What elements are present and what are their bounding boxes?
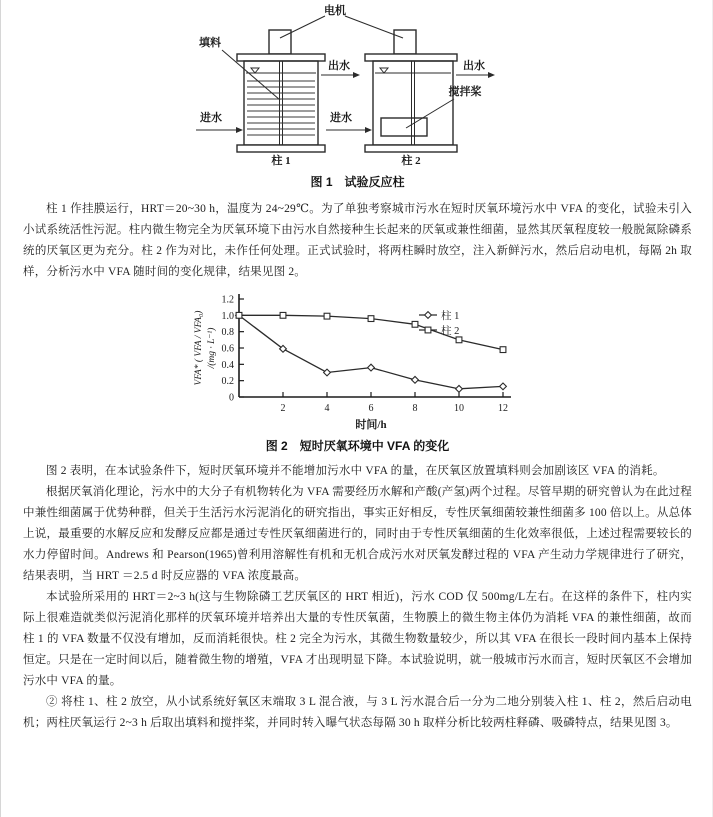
- svg-text:VFA* ( VFA / VFA₀): VFA* ( VFA / VFA₀): [194, 310, 204, 386]
- outflow1-label: 出水: [327, 60, 350, 72]
- reactor-diagram: [168, 2, 548, 168]
- column1-packing-lines: [247, 81, 315, 135]
- svg-text:时间/h: 时间/h: [355, 419, 387, 431]
- column1-label: 柱 1: [270, 155, 291, 167]
- column1-motor-box: [269, 30, 291, 54]
- column1-base: [237, 145, 325, 152]
- svg-text:8: 8: [412, 403, 418, 414]
- column2-motor-box: [394, 30, 416, 54]
- svg-text:1.0: 1.0: [221, 310, 234, 322]
- column-1: [237, 30, 325, 167]
- column2-label: 柱 2: [400, 155, 421, 167]
- figure2: [23, 287, 692, 455]
- outflow2-label: 出水: [462, 60, 485, 72]
- paragraph-3: 根据厌氧消化理论，污水中的大分子有机物转化为 VFA 需要经历水解和产酸(产氢)两个过程。尽管早期的研究曾认为在此过程中兼性细菌属于优势种群，但关于生活污水污泥消化的研究指出，事实正好相反，专性厌氧细菌较兼性细菌多 100 倍以上。从总体上说，最重要的水解反应和发酵反应都是通过专性厌氧细菌进行的，同时由于专性厌氧细菌的生化效率很低，上述过程需要较长的水力停留时间。Andrews 和 Pearson(1965)曾利用溶解性有机和无机合成污水对厌氧发酵过程的 VFA 产生动力学规律进行了研究，结果表明，当 HRT ＝2.5 d 时反应器的 VFA 浓度最高。: [23, 486, 692, 582]
- column2-paddle: [381, 118, 427, 136]
- outflow1-arrowhead-icon: [353, 72, 360, 78]
- svg-text:/(mg · L⁻¹): /(mg · L⁻¹): [207, 327, 217, 369]
- column1-water-mark-icon: [251, 68, 259, 73]
- motor-leader-left: [280, 16, 325, 38]
- column1-lid: [237, 54, 325, 61]
- paragraph-5: ② 将柱 1、柱 2 放空，从小试系统好氧区末端取 3 L 混合液，与 3 L 污水混合后一分为二地分别装入柱 1、柱 2，然后启动电机；两柱厌氧运行 2~3 h 后取出填料和搅拌桨，并同时转入曝气状态每隔 30 h 取样分析比较两柱释磷、吸磷特点，结果见图 3。: [23, 696, 692, 729]
- column2-body: [373, 61, 453, 145]
- figure1-caption: 图 1 试验反应柱: [310, 175, 405, 189]
- svg-text:4: 4: [324, 403, 330, 414]
- outflow2-arrowhead-icon: [488, 72, 495, 78]
- svg-text:0: 0: [229, 392, 234, 404]
- inflow1-arrowhead-icon: [236, 127, 243, 133]
- paragraph-2: 图 2 表明，在本试验条件下，短时厌氧环境并不能增加污水中 VFA 的量，在厌氧区放置填料则会加剧该区 VFA 的消耗。: [46, 465, 665, 477]
- paddle-label: 搅拌桨: [448, 86, 481, 98]
- inflow2-label: 进水: [329, 112, 352, 124]
- figure1: [168, 2, 548, 191]
- svg-text:1.2: 1.2: [221, 294, 234, 306]
- svg-text:柱 2: 柱 2: [441, 325, 460, 337]
- motor-label: 电机: [323, 5, 346, 17]
- paddle-leader: [406, 99, 454, 128]
- figure2-caption: 图 2 短时厌氧环境中 VFA 的变化: [265, 439, 450, 453]
- column2-lid: [365, 54, 457, 61]
- svg-text:0.2: 0.2: [221, 376, 234, 388]
- svg-text:0.8: 0.8: [221, 327, 234, 339]
- column-2: [365, 30, 457, 167]
- packing-label: 填料: [198, 37, 221, 49]
- svg-text:柱 1: 柱 1: [441, 310, 460, 322]
- svg-text:2: 2: [280, 403, 286, 414]
- svg-text:10: 10: [454, 403, 464, 414]
- inflow2-arrowhead-icon: [365, 127, 372, 133]
- paragraph-4: 本试验所采用的 HRT＝2~3 h(这与生物除磷工艺厌氧区的 HRT 相近)，污水 COD 仅 500mg/L左右。在这样的条件下，柱内实际上很难造就类似污泥消化那样的厌氧环境并培养出大量的专性厌氧菌，生物膜上的微生物主体仍为消耗 VFA 的兼性细菌，故而柱 1 的 VFA 数量不仅没有增加，反而消耗很快。柱 2 完全为污水，其微生物数量较少，所以其 VFA 在很长一段时间内基本上保持恒定。只是在一定时间以后，随着微生物的增殖，VFA 才出现明显下降。本试验说明，就一般城市污水而言，短时厌氧区不会增加污水中 VFA 的量。: [23, 591, 692, 687]
- column2-water-mark-icon: [380, 68, 388, 73]
- paragraph-1: 柱 1 作挂膜运行，HRT＝20~30 h，温度为 24~29℃。为了单独考察城市污水在短时厌氧环境污水中 VFA 的变化，试验未引入小试系统活性污泥。柱内微生物完全为厌氧环境下由污水自然接种生长起来的厌氧或兼性细菌，显然其厌氧程度较一般脱氮除磷系统的厌氧区更为充分。柱 2 作为对比，未作任何处理。正式试验时，将两柱瞬时放空，注入新鲜污水，然后启动电机，每隔 2h 取样，分析污水中 VFA 随时间的变化规律，结果见图 2。: [23, 203, 692, 278]
- svg-text:0.4: 0.4: [221, 359, 234, 371]
- inflow1-label: 进水: [199, 112, 222, 124]
- vfa-line-chart: [191, 287, 531, 437]
- column2-base: [365, 145, 457, 152]
- svg-text:0.6: 0.6: [221, 343, 234, 355]
- svg-text:6: 6: [368, 403, 374, 414]
- svg-text:12: 12: [498, 403, 508, 414]
